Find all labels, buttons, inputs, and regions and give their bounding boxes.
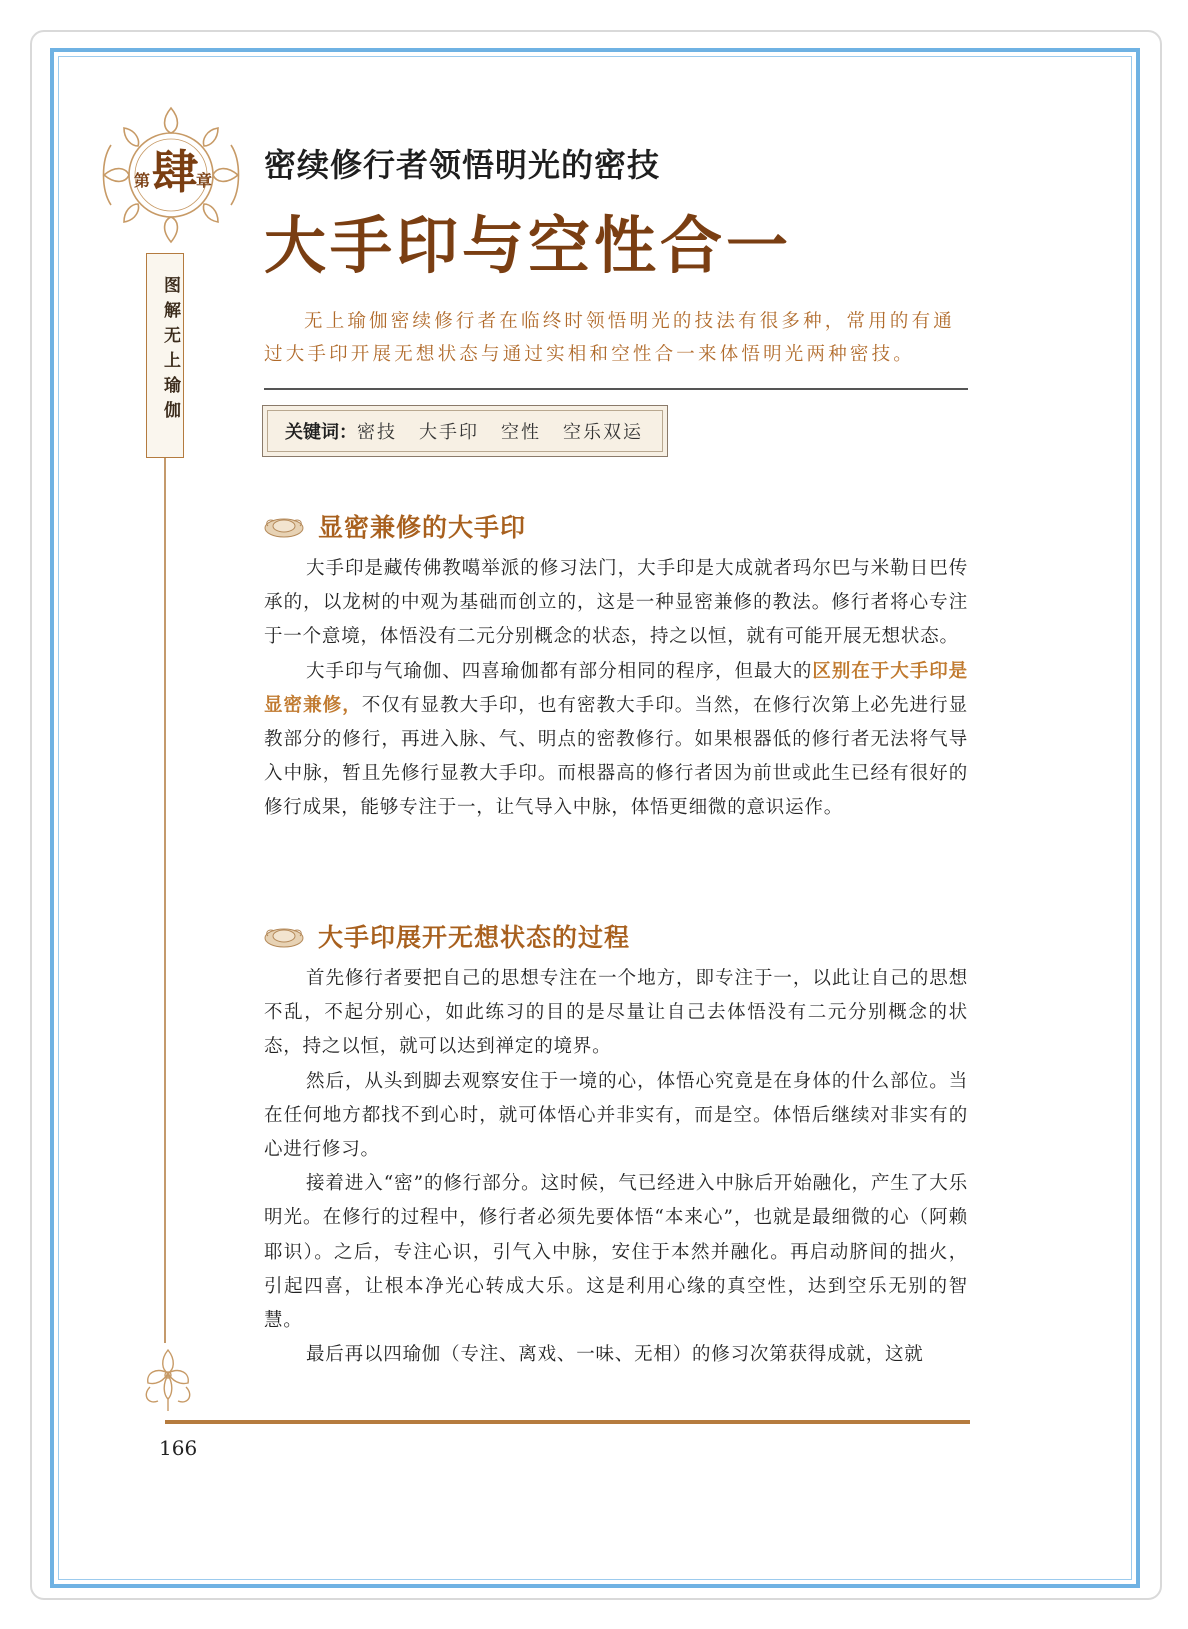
side-series-label-text: 图解无上瑜伽 — [160, 276, 180, 426]
paragraph: 最后再以四瑜伽（专注、离戏、一味、无相）的修习次第获得成就，这就 — [306, 1344, 924, 1366]
keywords-box — [262, 405, 668, 457]
keyword-item: 密技 — [357, 422, 397, 443]
keyword-item: 大手印 — [419, 422, 479, 443]
chapter-label — [126, 138, 222, 210]
section-heading-2-text: 大手印展开无想状态的过程 — [318, 923, 631, 952]
page-number: 166 — [159, 1436, 198, 1460]
keywords-label: 关键词： — [285, 422, 357, 443]
highlighted-text: 区别在于大手印是显密兼修， — [264, 660, 968, 716]
lotus-flower-ornament — [138, 1345, 198, 1415]
paragraph-text: 不仅有显教大手印，也有密教大手印。当然，在修行次第上必先进行显教部分的修行，再进入脉、气、明点的密教修行。如果根器低的修行者无法将气导入中脉，暂且先修行显教大手印。而根器高的修行者因为前世或此生已经有很好的修行成果，能够专注于一，让气导入中脉，体悟更细微的意识运作。 — [264, 694, 968, 819]
cloud-ornament-icon — [262, 922, 306, 952]
section-2-body — [264, 962, 968, 1372]
paragraph: 接着进入“密”的修行部分。这时候，气已经进入中脉后开始融化，产生了大乐明光。在修行的过程中，修行者必须先要体悟“本来心”，也就是最细微的心（阿赖耶识）。之后，专注心识，引气入中脉，安住于本然并融化。再启动脐间的拙火，引起四喜，让根本净光心转成大乐。这是利用心缘的真空性，达到空乐无别的智慧。 — [264, 1173, 968, 1332]
keyword-item: 空性 — [501, 422, 541, 443]
paragraph: 然后，从头到脚去观察安住于一境的心，体悟心究竟是在身体的什么部位。当在任何地方都找不到心时，就可体悟心并非实有，而是空。体悟后继续对非实有的心进行修习。 — [264, 1070, 968, 1161]
paragraph: 首先修行者要把自己的思想专注在一个地方，即专注于一，以此让自己的思想不乱，不起分别心，如此练习的目的是尽量让自己去体悟没有二元分别概念的状态，持之以恒，就可以达到禅定的境界。 — [264, 968, 968, 1058]
intro-summary: 无上瑜伽密续修行者在临终时领悟明光的技法有很多种，常用的有通过大手印开展无想状态与通过实相和空性合一来体悟明光两种密技。 — [264, 311, 956, 365]
page-subtitle: 密续修行者领悟明光的密技 — [264, 146, 661, 184]
paragraph — [264, 655, 968, 826]
paragraph: 大手印是藏传佛教噶举派的修习法门，大手印是大成就者玛尔巴与米勒日巴传承的，以龙树的中观为基础而创立的，这是一种显密兼修的教法。修行者将心专注于一个意境，体悟没有二元分别概念的状态，持之以恒，就有可能开展无想状态。 — [264, 558, 968, 648]
chapter-prefix: 第 — [134, 171, 151, 190]
keyword-item: 空乐双运 — [563, 422, 643, 443]
divider-line — [264, 388, 968, 390]
footer-rule — [165, 1420, 970, 1424]
chapter-numeral: 肆 — [152, 145, 198, 199]
chapter-suffix: 章 — [196, 171, 213, 190]
side-series-label — [146, 253, 184, 458]
section-heading-1-text: 显密兼修的大手印 — [318, 513, 527, 542]
side-vertical-line — [164, 458, 166, 1343]
paragraph-text: 大手印与气瑜伽、四喜瑜伽都有部分相同的程序，但最大的 — [306, 660, 813, 682]
page-title: 大手印与空性合一 — [264, 209, 793, 282]
cloud-ornament-icon — [262, 512, 306, 542]
section-1-body — [264, 552, 968, 826]
